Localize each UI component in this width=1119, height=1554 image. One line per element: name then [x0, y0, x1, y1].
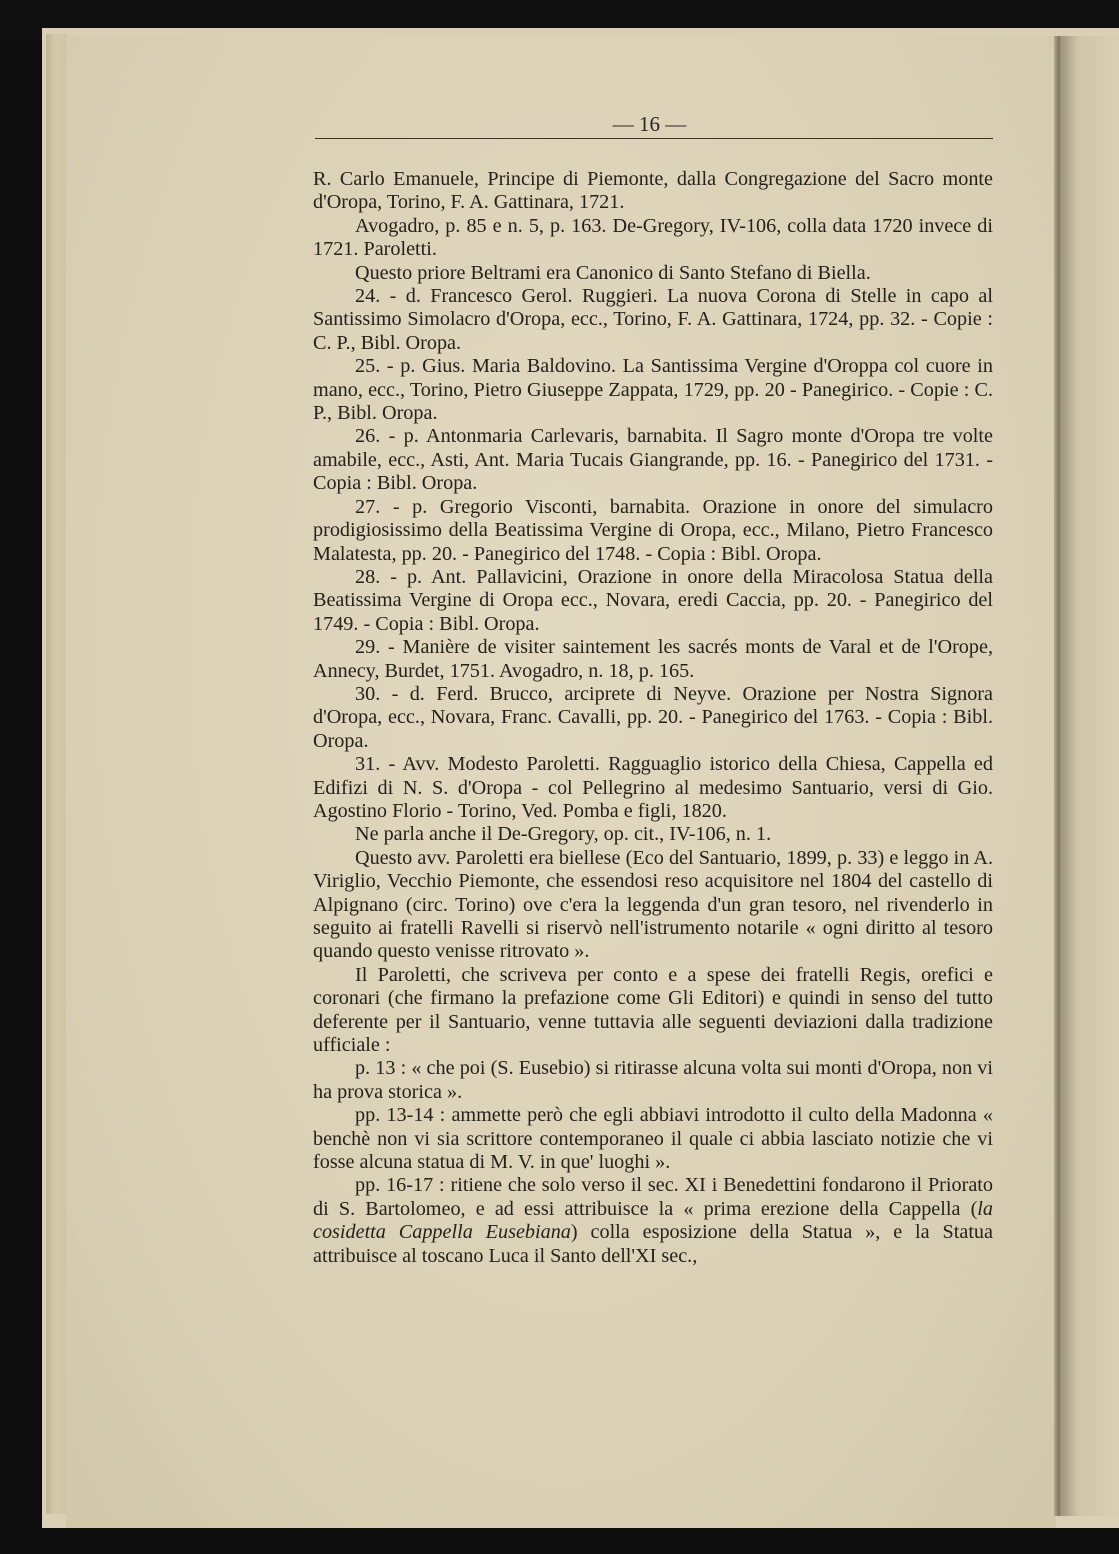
note-pp13-14: pp. 13-14 : ammette però che egli abbiavi introdotto il culto della Madonna « benchè non vi sia scrittore contemporaneo il quale ci abbia lasciato notizie che vi fosse alcuna statua di M. V. in que' luoghi ».: [313, 1104, 993, 1174]
facing-page-edge: [1060, 36, 1119, 1516]
paragraph: R. Carlo Emanuele, Principe di Piemonte, dalla Congregazione del Sacro monte d'Oropa, Torino, F. A. Gattinara, 1721.: [313, 168, 993, 214]
scan-background-bottom: [0, 1528, 1119, 1554]
entry-30: 30. - d. Ferd. Brucco, arciprete di Neyve. Orazione per Nostra Signora d'Oropa, ecc., Novara, Franc. Cavalli, pp. 20. - Panegirico del 1763. - Copia : Bibl. Oropa.: [313, 682, 993, 752]
text-run: ) colla esposizione della Statua », e la Statua attribuisce al toscano Luca il Santo dell'XI sec.,: [313, 1221, 993, 1267]
entry-27: 27. - p. Gregorio Visconti, barnabita. Orazione in onore del simulacro prodigiosissimo della Beatissima Vergine di Oropa, ecc., Milano, Pietro Francesco Malatesta, pp. 20. - Panegirico del 1748. - Copia : Bibl. Oropa.: [313, 495, 993, 565]
note-p13: p. 13 : « che poi (S. Eusebio) si ritirasse alcuna volta sui monti d'Oropa, non vi ha prova storica ».: [313, 1057, 993, 1103]
entry-28: 28. - p. Ant. Pallavicini, Orazione in onore della Miracolosa Statua della Beatissima Vergine di Oropa ecc., Novara, eredi Caccia, pp. 20. - Panegirico del 1749. - Copia : Bibl. Oropa.: [313, 565, 993, 635]
paragraph: Il Paroletti, che scriveva per conto e a spese dei fratelli Regis, orefici e coronari (che firmano la prefazione come Gli Editori) e quindi in senso del tutto deferente per il Santuario, venne tuttavia alle seguenti deviazioni dalla tradizione ufficiale :: [313, 963, 993, 1057]
paragraph: Avogadro, p. 85 e n. 5, p. 163. De-Gregory, IV-106, colla data 1720 invece di 1721. Paroletti.: [313, 214, 993, 261]
page-number: — 16 —: [612, 112, 687, 136]
page-edges: [46, 34, 68, 1514]
entry-31: 31. - Avv. Modesto Paroletti. Ragguaglio istorico della Chiesa, Cappella ed Edifizi di N. S. d'Oropa - col Pellegrino al medesimo Santuario, versi di Gio. Agostino Florio - Torino, Ved. Pomba e figli, 1820.: [313, 753, 993, 822]
note-pp16-17: [313, 1174, 993, 1268]
paragraph: Questo avv. Paroletti era biellese (Eco del Santuario, 1899, p. 33) e leggo in A. Viriglio, Vecchio Piemonte, che essendosi reso acquisitore nel 1804 del castello di Alpignano (circ. Torino) ove c'era la leggenda d'un gran tesoro, nel rivenderlo in seguito ai fratelli Ravelli si riservò nell'istrumento notarile « ogni diritto al tesoro quando questo venisse ritrovato ».: [313, 846, 993, 963]
entry-24: 24. - d. Francesco Gerol. Ruggieri. La nuova Corona di Stelle in capo al Santissimo Simolacro d'Oropa, ecc., Torino, F. A. Gattinara, 1724, pp. 32. - Copie : C. P., Bibl. Oropa.: [313, 285, 993, 354]
entry-26: 26. - p. Antonmaria Carlevaris, barnabita. Il Sagro monte d'Oropa tre volte amabile, ecc., Asti, Ant. Maria Tucais Giangrande, pp. 16. - Panegirico del 1731. - Copia : Bibl. Oropa.: [313, 425, 993, 495]
entry-25: 25. - p. Gius. Maria Baldovino. La Santissima Vergine d'Oroppa col cuore in mano, ecc., Torino, Pietro Giuseppe Zappata, 1729, pp. 20 - Panegirico. - Copie : C. P., Bibl. Oropa.: [313, 355, 993, 425]
header-rule: [315, 138, 993, 139]
paragraph: Questo priore Beltrami era Canonico di Santo Stefano di Biella.: [355, 261, 871, 284]
italic-title: la cosidetta Cappella Eusebiana: [313, 1197, 993, 1244]
text-run: pp. 16-17 : ritiene che solo verso il sec. XI i Benedettini fondarono il Priorato di S. Bartolomeo, e ad essi attribuisce la « prima erezione della Cappella (: [313, 1174, 993, 1220]
paragraph: Ne parla anche il De-Gregory, op. cit., IV-106, n. 1.: [355, 823, 772, 846]
page-body: [313, 168, 993, 1268]
entry-29: 29. - Manière de visiter saintement les sacrés monts de Varal et de l'Orope, Annecy, Burdet, 1751. Avogadro, n. 18, p. 165.: [313, 636, 993, 682]
